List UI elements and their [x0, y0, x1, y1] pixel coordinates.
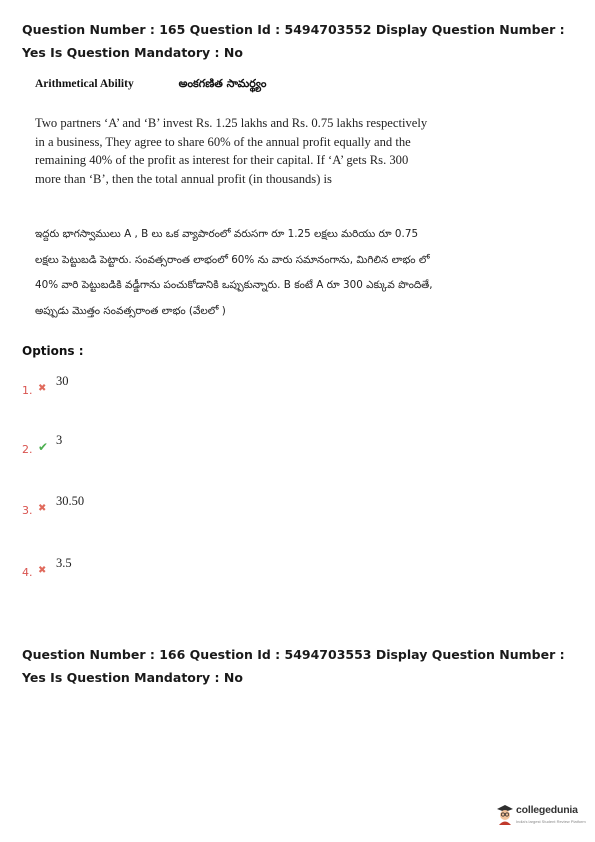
cross-icon: ✖ — [38, 503, 47, 514]
option-4 — [22, 556, 222, 596]
options-label: Options : — [22, 344, 84, 358]
logo-tagline: India's largest Student Review Platform — [516, 819, 586, 824]
collegedunia-logo — [496, 801, 588, 831]
option-value: 3 — [56, 433, 63, 447]
question-text-te: ఇద్దరు భాగస్వాములు A , B లు ఒక వ్యాపారంలో వరుసగా రూ 1.25 లక్షలు మరియు రూ 0.75 లక్షలు పెట్టుబడి పెట్టారు. సంవత్సరాంత లాభంలో 60% ను వారు సమానంగాను, మిగిలిన లాభం లో 40% వారి పెట్టుబడికి వడ్డీగాను పంచుకోడానికి ఒప్పుకున్నారు. B కంటే A రూ 300 ఎక్కువ పొందితే, అప్పుడు మొత్తం సంవత్సరాంత లాభం (వేలలో ) — [35, 228, 433, 317]
option-number: 3. — [22, 504, 33, 517]
section-title-te: అంకగణిత సామర్థ్యం — [178, 77, 267, 90]
question-166-header: Question Number : 166 Question Id : 5494703553 Display Question Number : Yes Is Question Mandatory : No — [22, 647, 565, 685]
option-number: 1. — [22, 384, 33, 397]
option-value: 3.5 — [56, 556, 72, 570]
question-165-header: Question Number : 165 Question Id : 5494703552 Display Question Number : Yes Is Question Mandatory : No — [22, 22, 565, 60]
option-value: 30.50 — [56, 494, 85, 508]
logo-wordmark: collegedunia — [516, 804, 578, 816]
question-text-en: Two partners ‘A’ and ‘B’ invest Rs. 1.25 lakhs and Rs. 0.75 lakhs respectively in a business, They agree to share 60% of the annual profit equally and the remaining 40% of the profit as interest for their capital. If ‘A’ gets Rs. 300 more than ‘B’, then the total annual profit (in thousands) is — [35, 116, 428, 186]
cross-icon: ✖ — [38, 383, 47, 394]
section-title-en: Arithmetical Ability — [35, 78, 134, 90]
cross-icon: ✖ — [38, 565, 47, 576]
check-icon: ✔ — [38, 440, 49, 454]
option-3 — [22, 494, 222, 534]
option-2 — [22, 433, 222, 473]
option-1 — [22, 374, 222, 414]
section-row — [35, 76, 266, 93]
student-mascot-icon — [496, 803, 514, 825]
option-number: 2. — [22, 443, 33, 456]
option-number: 4. — [22, 566, 33, 579]
option-value: 30 — [56, 374, 69, 388]
